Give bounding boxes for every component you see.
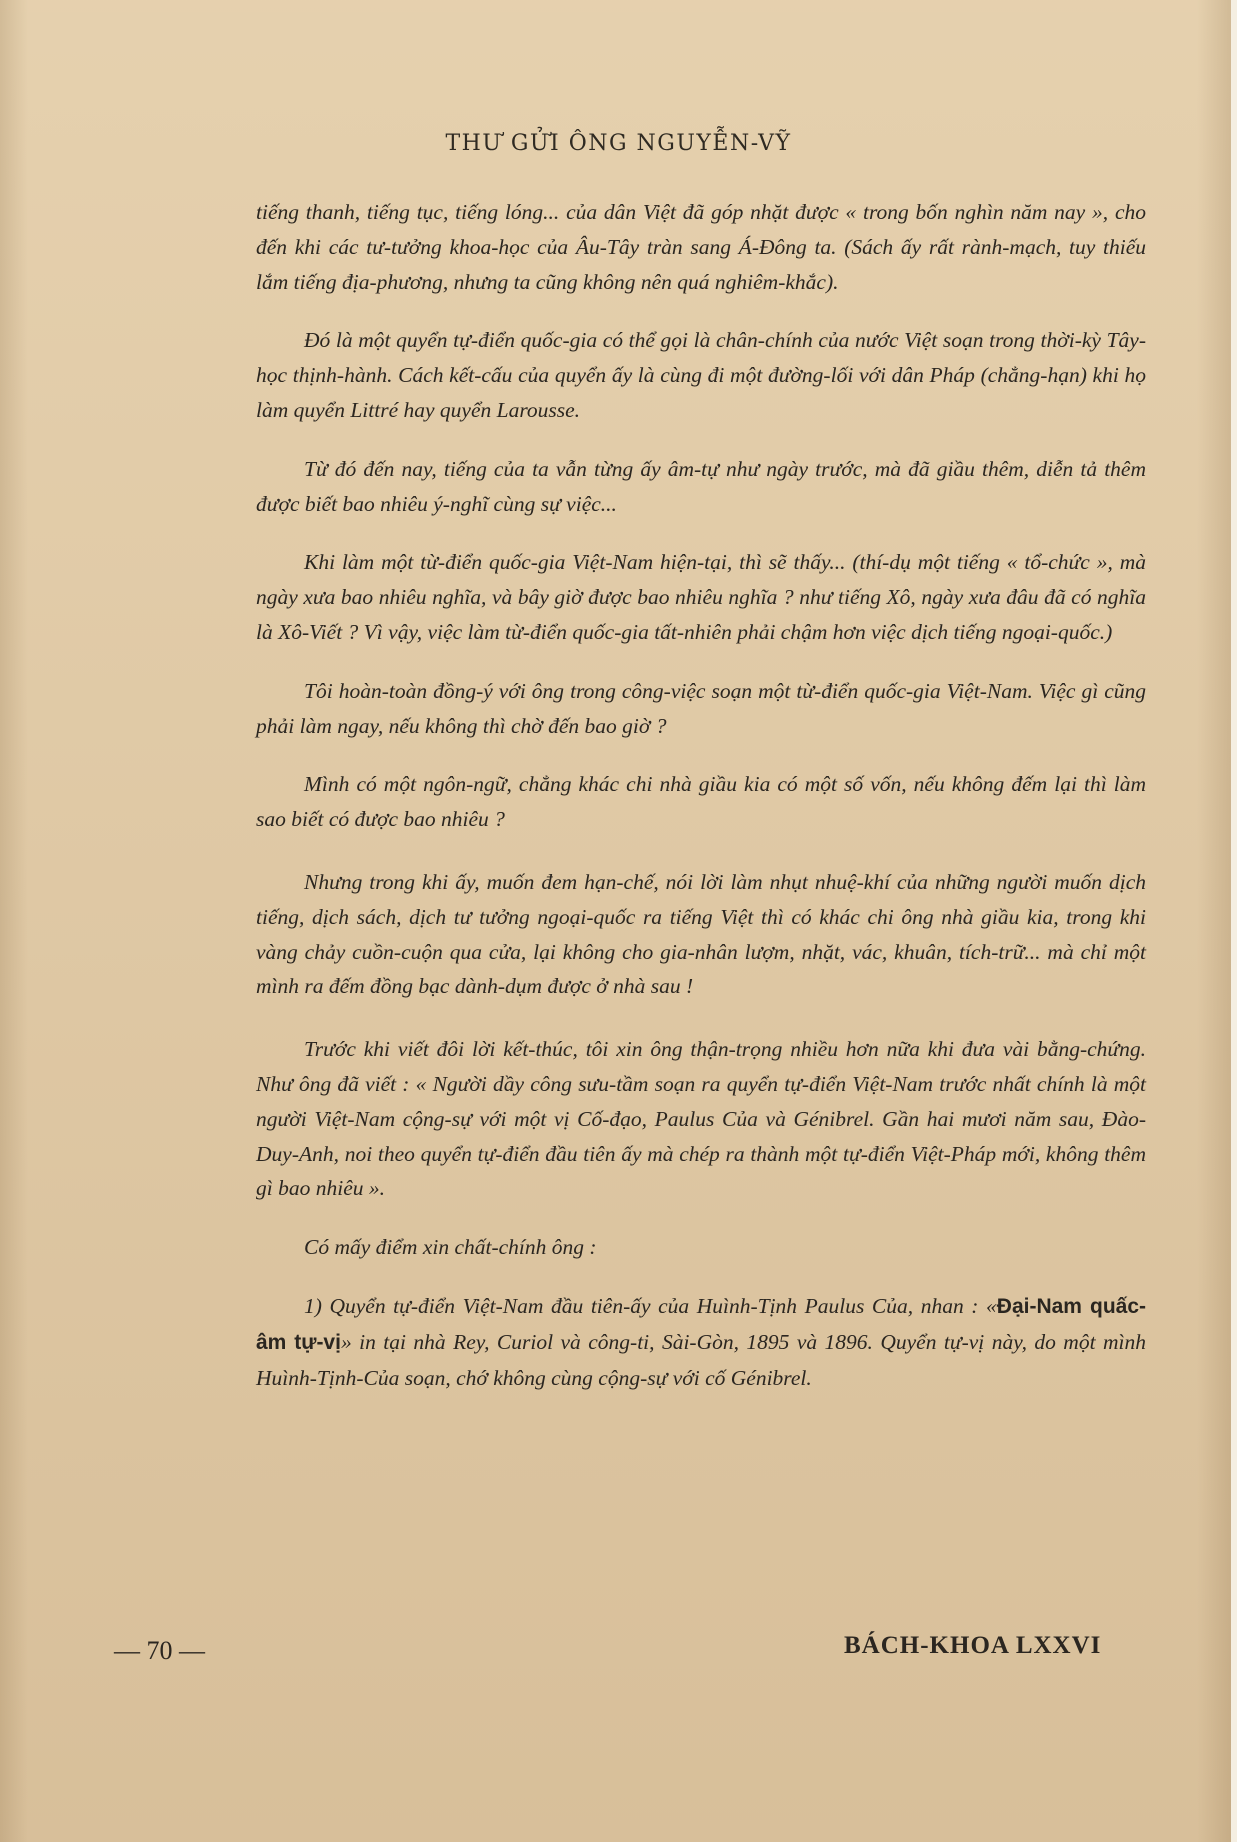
page-edge xyxy=(1231,0,1237,1842)
paragraph-4: Khi làm một từ-điển quốc-gia Việt-Nam hiện-tại, thì sẽ thấy... (thí-dụ một tiếng « tổ-chức », mà ngày xưa bao nhiêu nghĩa, và bây giờ được bao nhiêu nghĩa ? như tiếng Xô, ngày xưa đâu đã có nghĩa là Xô-Viết ? Vì vậy, việc làm từ-điển quốc-gia tất-nhiên phải chậm hơn việc dịch tiếng ngoại-quốc.) xyxy=(256,550,1146,644)
running-head: THƯ GỬI ÔNG NGUYỄN-VỸ xyxy=(445,131,792,156)
paragraph-10 xyxy=(256,1289,1146,1395)
paragraph-3: Từ đó đến nay, tiếng của ta vẫn từng ấy âm-tự như ngày trước, mà đã giầu thêm, diễn tả thêm được biết bao nhiêu ý-nghĩ cùng sự việc... xyxy=(256,456,1146,516)
journal-name: BÁCH-KHOA LXXVI xyxy=(844,1632,1102,1659)
page-number: — 70 — xyxy=(114,1636,205,1665)
paragraph-2: Đó là một quyển tự-điển quốc-gia có thể gọi là chân-chính của nước Việt soạn trong thời-kỳ Tây-học thịnh-hành. Cách kết-cấu của quyển ấy là cùng đi một đường-lối với dân Pháp (chẳng-hạn) khi họ làm quyển Littré hay quyển Larousse. xyxy=(256,328,1146,422)
body-text xyxy=(256,195,1146,1419)
paragraph-5: Tôi hoàn-toàn đồng-ý với ông trong công-việc soạn một từ-điển quốc-gia Việt-Nam. Việc gì cũng phải làm ngay, nếu không thì chờ đến bao giờ ? xyxy=(256,678,1146,738)
paragraph-9: Có mấy điểm xin chất-chính ông : xyxy=(304,1235,597,1260)
paragraph-10-end: » in tại nhà Rey, Curiol và công-ti, Sài-Gòn, 1895 và 1896. Quyển tự-vị này, do một mình Huình-Tịnh-Của soạn, chớ không cùng cộng-sự với cố Génibrel. xyxy=(256,1329,1146,1390)
paragraph-1: tiếng thanh, tiếng tục, tiếng lóng... của dân Việt đã góp nhặt được « trong bốn nghìn năm nay », cho đến khi các tư-tưởng khoa-học của Âu-Tây tràn sang Á-Đông ta. (Sách ấy rất rành-mạch, tuy thiếu lắm tiếng địa-phương, nhưng ta cũng không nên quá nghiêm-khắc). xyxy=(256,200,1146,294)
dictionary-title: Đại-Nam quấc-âm tự-vị xyxy=(256,1294,1147,1354)
paragraph-7: Nhưng trong khi ấy, muốn đem hạn-chế, nói lời làm nhụt nhuệ-khí của những người muốn dịch tiếng, dịch sách, dịch tư tưởng ngoại-quốc ra tiếng Việt thì có khác chi ông nhà giầu kia, trong khi vàng chảy cuồn-cuộn qua cửa, lại không cho gia-nhân lượm, nhặt, vác, khuân, tích-trữ... mà chỉ một mình ra đếm đồng bạc dành-dụm được ở nhà sau ! xyxy=(256,869,1146,999)
paragraph-8: Trước khi viết đôi lời kết-thúc, tôi xin ông thận-trọng nhiều hơn nữa khi đưa vài bằng-chứng. Như ông đã viết : « Người dầy công sưu-tầm soạn ra quyển tự-điển Việt-Nam trước nhất chính là một người Việt-Nam cộng-sự với một vị Cố-đạo, Paulus Của và Génibrel. Gần hai mươi năm sau, Đào-Duy-Anh, noi theo quyển tự-điển đầu tiên ấy mà chép ra thành một tự-điển Việt-Pháp mới, không thêm gì bao nhiêu ». xyxy=(256,1037,1146,1201)
paragraph-6: Mình có một ngôn-ngữ, chẳng khác chi nhà giầu kia có một số vốn, nếu không đếm lại thì làm sao biết có được bao nhiêu ? xyxy=(256,772,1146,832)
paragraph-10-start: 1) Quyển tự-điển Việt-Nam đầu tiên-ấy của Huình-Tịnh Paulus Của, nhan : « xyxy=(304,1293,997,1318)
